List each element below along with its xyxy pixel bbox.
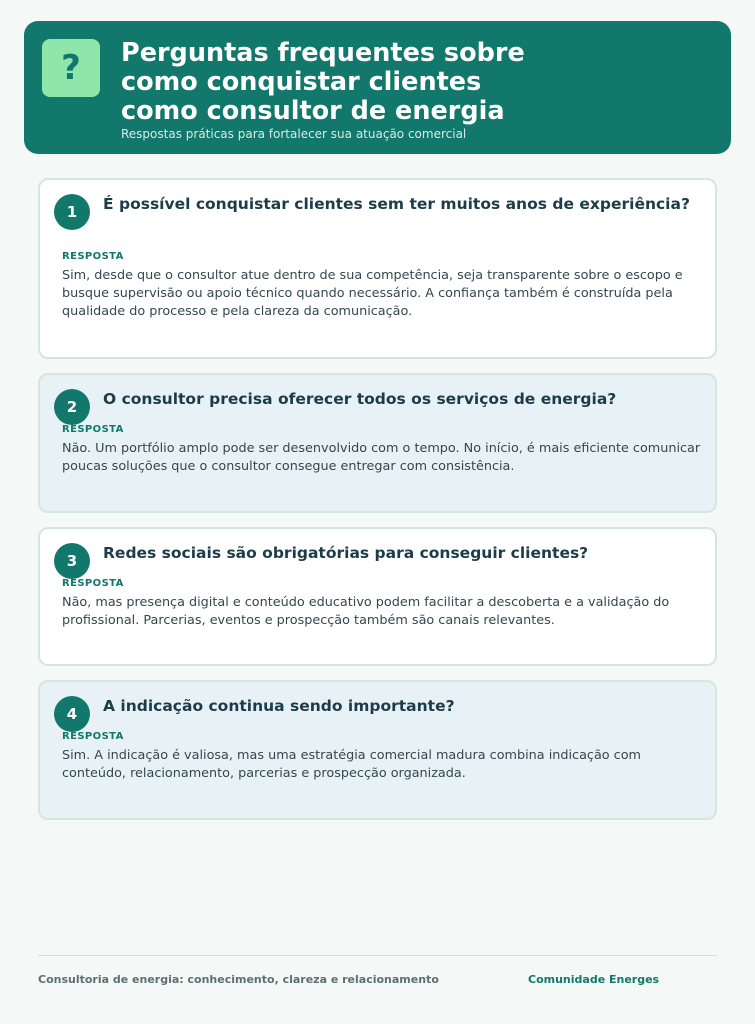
faq-answer: Sim. A indicação é valiosa, mas uma estratégia comercial madura combina indicação com conteúdo, relacionamento, parcerias e prospecção organizada. xyxy=(62,748,642,781)
answer-label: RESPOSTA xyxy=(62,578,124,589)
faq-number-badge: 2 xyxy=(54,389,90,425)
faq-card-3 xyxy=(38,527,717,666)
faq-number-badge: 3 xyxy=(54,543,90,579)
answer-label: RESPOSTA xyxy=(62,731,124,742)
answer-label: RESPOSTA xyxy=(62,424,124,435)
faq-question: Redes sociais são obrigatórias para conseguir clientes? xyxy=(103,544,589,562)
faq-card-2 xyxy=(38,373,717,513)
faq-question: A indicação continua sendo importante? xyxy=(103,697,455,715)
footer-divider xyxy=(38,955,717,956)
faq-number-badge: 1 xyxy=(54,194,90,230)
question-mark-icon: ? xyxy=(42,39,100,97)
faq-answer: Não, mas presença digital e conteúdo educativo podem facilitar a descoberta e a validação do profissional. Parcerias, eventos e prospecção também são canais relevantes. xyxy=(62,595,670,628)
title-line-3: como consultor de energia xyxy=(121,96,505,126)
page-header xyxy=(24,21,731,154)
faq-answer: Sim, desde que o consultor atue dentro de sua competência, seja transparente sobre o escopo e busque supervisão ou apoio técnico quando necessário. A confiança também é construída pela qualidade do processo e pela clareza da comunicação. xyxy=(62,268,683,319)
title-line-1: Perguntas frequentes sobre xyxy=(121,38,525,68)
footer-brand: Comunidade Energes xyxy=(528,973,660,986)
page-title xyxy=(121,39,711,126)
page-subtitle: Respostas práticas para fortalecer sua atuação comercial xyxy=(121,127,467,141)
answer-label: RESPOSTA xyxy=(62,251,124,262)
faq-number-badge: 4 xyxy=(54,696,90,732)
title-line-2: como conquistar clientes xyxy=(121,67,482,97)
footer-tagline: Consultoria de energia: conhecimento, clareza e relacionamento xyxy=(38,973,439,986)
faq-question: É possível conquistar clientes sem ter muitos anos de experiência? xyxy=(103,195,690,213)
faq-card-1 xyxy=(38,178,717,359)
faq-card-4 xyxy=(38,680,717,820)
faq-answer: Não. Um portfólio amplo pode ser desenvolvido com o tempo. No início, é mais eficiente comunicar poucas soluções que o consultor consegue entregar com consistência. xyxy=(62,441,701,474)
faq-question: O consultor precisa oferecer todos os serviços de energia? xyxy=(103,390,617,408)
